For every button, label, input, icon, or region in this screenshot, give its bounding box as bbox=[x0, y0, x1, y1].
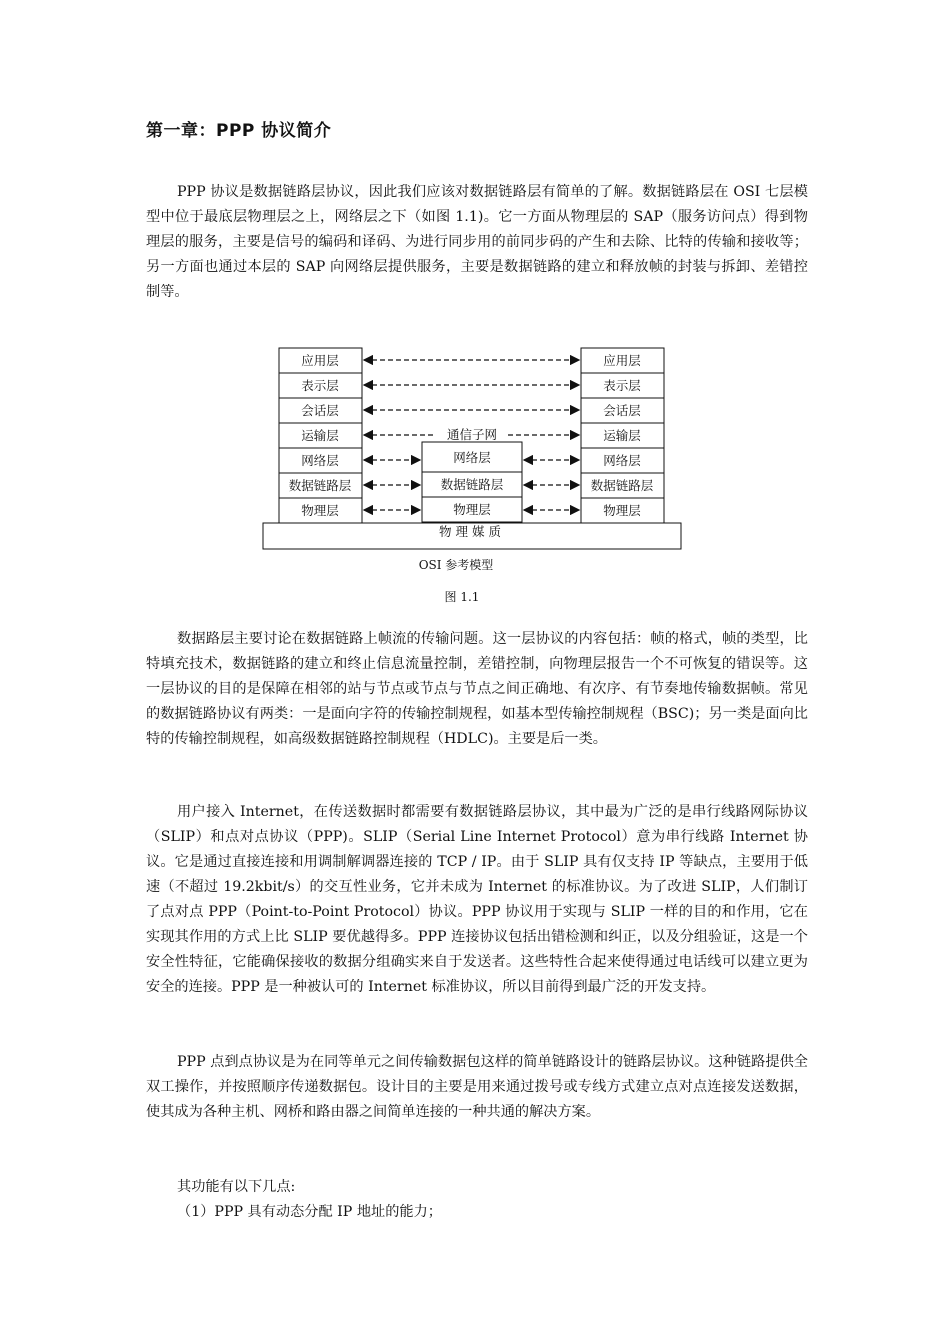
middle-layer-datalink: 数据链路层 bbox=[440, 477, 504, 492]
right-layer-physical: 物理层 bbox=[603, 503, 641, 518]
left-layer-datalink: 数据链路层 bbox=[288, 478, 352, 493]
right-layer-transport: 运输层 bbox=[603, 428, 641, 443]
left-layer-network: 网络层 bbox=[301, 453, 339, 468]
middle-stack bbox=[422, 442, 522, 522]
right-stack bbox=[581, 348, 664, 523]
functions-intro: 其功能有以下几点: bbox=[177, 1179, 296, 1195]
right-layer-datalink: 数据链路层 bbox=[590, 478, 654, 493]
right-layer-session: 会话层 bbox=[603, 403, 641, 418]
left-layer-session: 会话层 bbox=[301, 403, 339, 418]
paragraph-intro: PPP 协议是数据链路层协议，因此我们应该对数据链路层有简单的了解。数据链路层在 OSI 七层模型中位于最底层物理层之上，网络层之下（如图 1.1)。它一方面从物理层的 SAP（服务访问点）得到物理层的服务，主要是信号的编码和译码、为进行同步用的前同步码的产生和去除、比特的传输和接收等；另一方面也通过本层的 SAP 向网络层提供服务，主要是数据链路的建立和释放帧的封装与拆卸、差错控制等。 bbox=[146, 184, 808, 300]
model-caption: OSI 参考模型 bbox=[418, 558, 494, 572]
paragraph-datalink: 数据路层主要讨论在数据链路上帧流的传输问题。这一层协议的内容包括：帧的格式，帧的类型，比特填充技术，数据链路的建立和终止信息流量控制，差错控制，向物理层报告一个不可恢复的错误等。这一层协议的目的是保障在相邻的站与节点或节点与节点之间正确地、有次序、有节奏地传输数据帧。常见的数据链路协议有两类：一是面向字符的传输控制规程，如基本型传输控制规程（BSC)；另一类是面向比特的传输控制规程，如高级数据链路控制规程（HDLC)。主要是后一类。 bbox=[146, 631, 808, 747]
chapter-title: 第一章：PPP 协议简介 bbox=[146, 121, 332, 141]
left-stack bbox=[279, 348, 362, 523]
right-layer-presentation: 表示层 bbox=[603, 378, 641, 393]
left-layer-presentation: 表示层 bbox=[301, 378, 339, 393]
middle-layer-physical: 物理层 bbox=[453, 502, 491, 517]
left-layer-physical: 物理层 bbox=[301, 503, 339, 518]
physical-medium-label: 物 理 媒 质 bbox=[439, 524, 501, 539]
subnet-label: 通信子网 bbox=[446, 427, 498, 442]
right-layer-network: 网络层 bbox=[603, 453, 641, 468]
osi-diagram bbox=[0, 0, 950, 620]
middle-layer-network: 网络层 bbox=[453, 450, 491, 465]
paragraph-slip-ppp: 用户接入 Internet，在传送数据时都需要有数据链路层协议，其中最为广泛的是串行线路网际协议（SLIP）和点对点协议（PPP)。SLIP（Serial Line Internet Protocol）意为串行线路 Internet 协议。它是通过直接连接和用调制解调器连接的 TCP / IP。由于 SLIP 具有仅支持 IP 等缺点，主要用于低速（不超过 19.2kbit/s）的交互性业务，它并未成为 Internet 的标准协议。为了改进 SLIP，人们制订了点对点 PPP（Point-to-Point Protocol）协议。PPP 协议用于实现与 SLIP 一样的目的和作用，它在实现其作用的方式上比 SLIP 要优越得多。PPP 连接协议包括出错检测和纠正，以及分组验证，这是一个安全性特征，它能确保接收的数据分组确实来自于发送者。这些特性合起来使得通过电话线可以建立更为安全的连接。PPP 是一种被认可的 Internet 标准协议，所以目前得到最广泛的开发支持。 bbox=[146, 804, 808, 995]
right-layer-application: 应用层 bbox=[603, 353, 641, 368]
paragraph-ppp-design: PPP 点到点协议是为在同等单元之间传输数据包这样的简单链路设计的链路层协议。这种链路提供全双工操作，并按照顺序传递数据包。设计目的主要是用来通过拨号或专线方式建立点对点连接发送数据，使其成为各种主机、网桥和路由器之间简单连接的一种共通的解决方案。 bbox=[146, 1054, 808, 1120]
left-layer-application: 应用层 bbox=[301, 353, 339, 368]
figure-caption: 图 1.1 bbox=[444, 590, 480, 604]
left-layer-transport: 运输层 bbox=[301, 428, 339, 443]
function-item-1: （1）PPP 具有动态分配 IP 地址的能力； bbox=[177, 1204, 442, 1220]
physical-medium-box bbox=[263, 523, 681, 549]
